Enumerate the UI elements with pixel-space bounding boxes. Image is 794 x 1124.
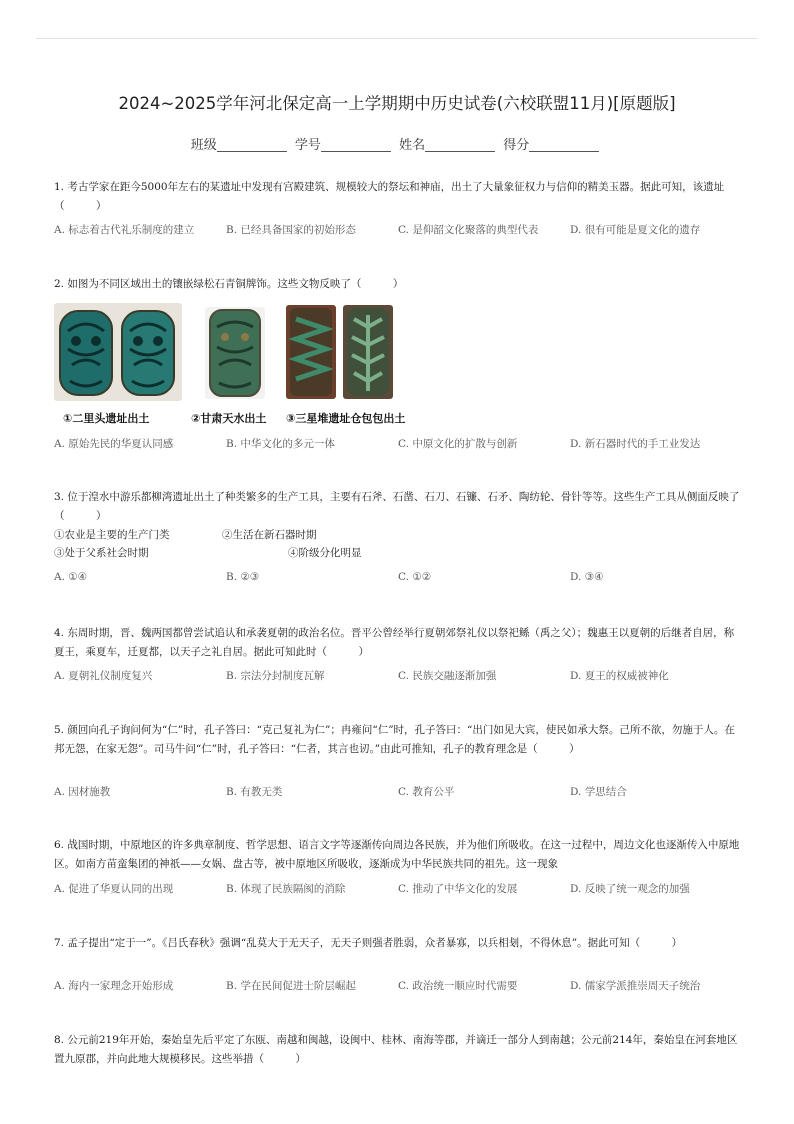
name-label: 姓名 [399, 138, 426, 153]
option-b[interactable]: B. 中华文化的多元一体 [226, 438, 335, 450]
question-5-options [54, 784, 754, 800]
question-7 [54, 934, 744, 953]
caption-sanxingdui: ③三星堆遗址仓包包出土 [286, 412, 406, 425]
class-blank[interactable] [217, 137, 287, 152]
option-d[interactable]: D. 反映了统一观念的加强 [570, 883, 690, 895]
option-b[interactable]: B. 有教无类 [226, 786, 283, 798]
question-1 [54, 178, 744, 215]
bronze-plaque-sanxingdui-image-2 [343, 305, 393, 399]
question-3 [54, 488, 744, 525]
question-stem: 4. 东周时期，晋、魏两国都曾尝试追认和承袭夏朝的政治名位。晋平公曾经举行夏朝郊祭礼仪以祭祀鲧（禹之父）；魏惠王以夏朝的后继者自居，称夏王，乘夏车，迁夏都，以天子之礼自居。据此可知此时（ ） [54, 627, 735, 658]
question-6-options [54, 881, 754, 897]
class-label: 班级 [190, 138, 217, 153]
question-stem: 1. 考古学家在距今5000年左右的某遗址中发现有宫殿建筑、规模较大的祭坛和神庙，出土了大量象征权力与信仰的精美玉器。据此可知，该遗址（ ） [54, 181, 725, 212]
student-info-row [0, 134, 794, 153]
caption-tianshui: ②甘肃天水出土 [191, 412, 267, 425]
page-title: 2024~2025学年河北保定高一上学期期中历史试卷(六校联盟11月)[原题版] [118, 94, 676, 113]
question-stem: 2. 如图为不同区域出土的镶嵌绿松石青铜牌饰。这些文物反映了（ ） [54, 278, 404, 290]
option-c[interactable]: C. 推动了中华文化的发展 [398, 883, 518, 895]
option-c[interactable]: C. 政治统一顺应时代需要 [398, 980, 518, 992]
question-3-options [54, 571, 754, 587]
question-stem: 3. 位于湟水中游乐都柳湾遗址出土了种类繁多的生产工具，主要有石斧、石凿、石刀、石镰、石矛、陶纺轮、骨针等等。这些生产工具从侧面反映了（ ） [54, 491, 740, 522]
caption-erlitou: ①二里头遗址出土 [63, 412, 150, 425]
student-id-blank[interactable] [321, 137, 391, 152]
option-c[interactable]: C. 中原文化的扩散与创新 [398, 438, 518, 450]
question-1-options [54, 222, 754, 238]
question-stem: 5. 颜回向孔子询问何为“仁”时，孔子答曰：“克己复礼为仁”；冉雍问“仁”时，孔子答曰：“出门如见大宾，使民如承大祭。己所不欲，勿施于人。在邦无怨，在家无怨”。司马牛问“仁”时，孔子答曰：“仁者，其言也讱。”由此可推知，孔子的教育理念是（ ） [54, 724, 735, 755]
bronze-plaque-tianshui-image [205, 307, 265, 399]
statement-2: ②生活在新石器时期 [222, 529, 317, 541]
bronze-plaque-erlitou-image [54, 303, 182, 401]
student-id-label: 学号 [294, 138, 321, 153]
option-b[interactable]: B. 宗法分封制度瓦解 [226, 670, 325, 682]
question-stem: 6. 战国时期，中原地区的许多典章制度、哲学思想、语言文字等逐渐传向周边各民族，并为他们所吸收。在这一过程中，周边文化也逐渐传入中原地区。如南方苗蛮集团的神祇——女娲、盘古等，被中原地区所吸收，逐渐成为中华民族共同的祖先。这一现象 [54, 839, 740, 870]
option-d[interactable]: D. 新石器时代的手工业发达 [570, 438, 701, 450]
option-b[interactable]: B. 体现了民族隔阂的消除 [226, 883, 346, 895]
question-stem: 8. 公元前219年开始，秦始皇先后平定了东瓯、南越和闽越，设闽中、桂林、南海等郡，并谪迁一部分人到南越；公元前214年，秦始皇在河套地区置九原郡，并向此地大规模移民。这些举措（ ） [54, 1034, 738, 1065]
option-c[interactable]: C. 民族交融逐渐加强 [398, 670, 497, 682]
option-a[interactable]: A. 促进了华夏认同的出现 [54, 883, 174, 895]
question-2-options [54, 436, 754, 452]
question-8 [54, 1031, 744, 1068]
option-d[interactable]: D. ③④ [570, 571, 604, 583]
option-d[interactable]: D. 很有可能是夏文化的遗存 [570, 224, 701, 236]
question-4 [54, 624, 744, 661]
statement-1: ①农业是主要的生产门类 [54, 529, 170, 541]
option-d[interactable]: D. 儒家学派推崇周天子统治 [570, 980, 701, 992]
option-a[interactable]: A. 因材施教 [54, 786, 111, 798]
statement-4: ④阶级分化明显 [288, 547, 362, 559]
question-5 [54, 721, 744, 758]
option-c[interactable]: C. 是仰韶文化聚落的典型代表 [398, 224, 539, 236]
top-divider [36, 38, 758, 39]
option-a[interactable]: A. 标志着古代礼乐制度的建立 [54, 224, 195, 236]
bronze-plaque-sanxingdui-image-1 [286, 305, 336, 399]
option-d[interactable]: D. 夏王的权威被神化 [570, 670, 669, 682]
statement-3: ③处于父系社会时期 [54, 547, 149, 559]
question-7-options [54, 978, 754, 994]
option-b[interactable]: B. ②③ [226, 571, 260, 583]
option-c[interactable]: C. ①② [398, 571, 432, 583]
name-blank[interactable] [425, 137, 495, 152]
score-label: 得分 [503, 138, 530, 153]
option-a[interactable]: A. 原始先民的华夏认同感 [54, 438, 174, 450]
question-2 [54, 275, 744, 294]
question-6 [54, 836, 744, 873]
option-a[interactable]: A. 夏朝礼仪制度复兴 [54, 670, 153, 682]
question-stem: 7. 孟子提出“定于一”。《吕氏春秋》强调“乱莫大于无天子，无天子则强者胜弱，众者暴寡，以兵相刬，不得休息”。据此可知（ ） [54, 937, 683, 949]
option-b[interactable]: B. 已经具备国家的初始形态 [226, 224, 356, 236]
option-a[interactable]: A. ①④ [54, 571, 88, 583]
option-b[interactable]: B. 学在民间促进士阶层崛起 [226, 980, 356, 992]
question-4-options [54, 668, 754, 684]
option-a[interactable]: A. 海内一家理念开始形成 [54, 980, 174, 992]
option-c[interactable]: C. 教育公平 [398, 786, 455, 798]
option-d[interactable]: D. 学思结合 [570, 786, 627, 798]
score-blank[interactable] [529, 137, 599, 152]
